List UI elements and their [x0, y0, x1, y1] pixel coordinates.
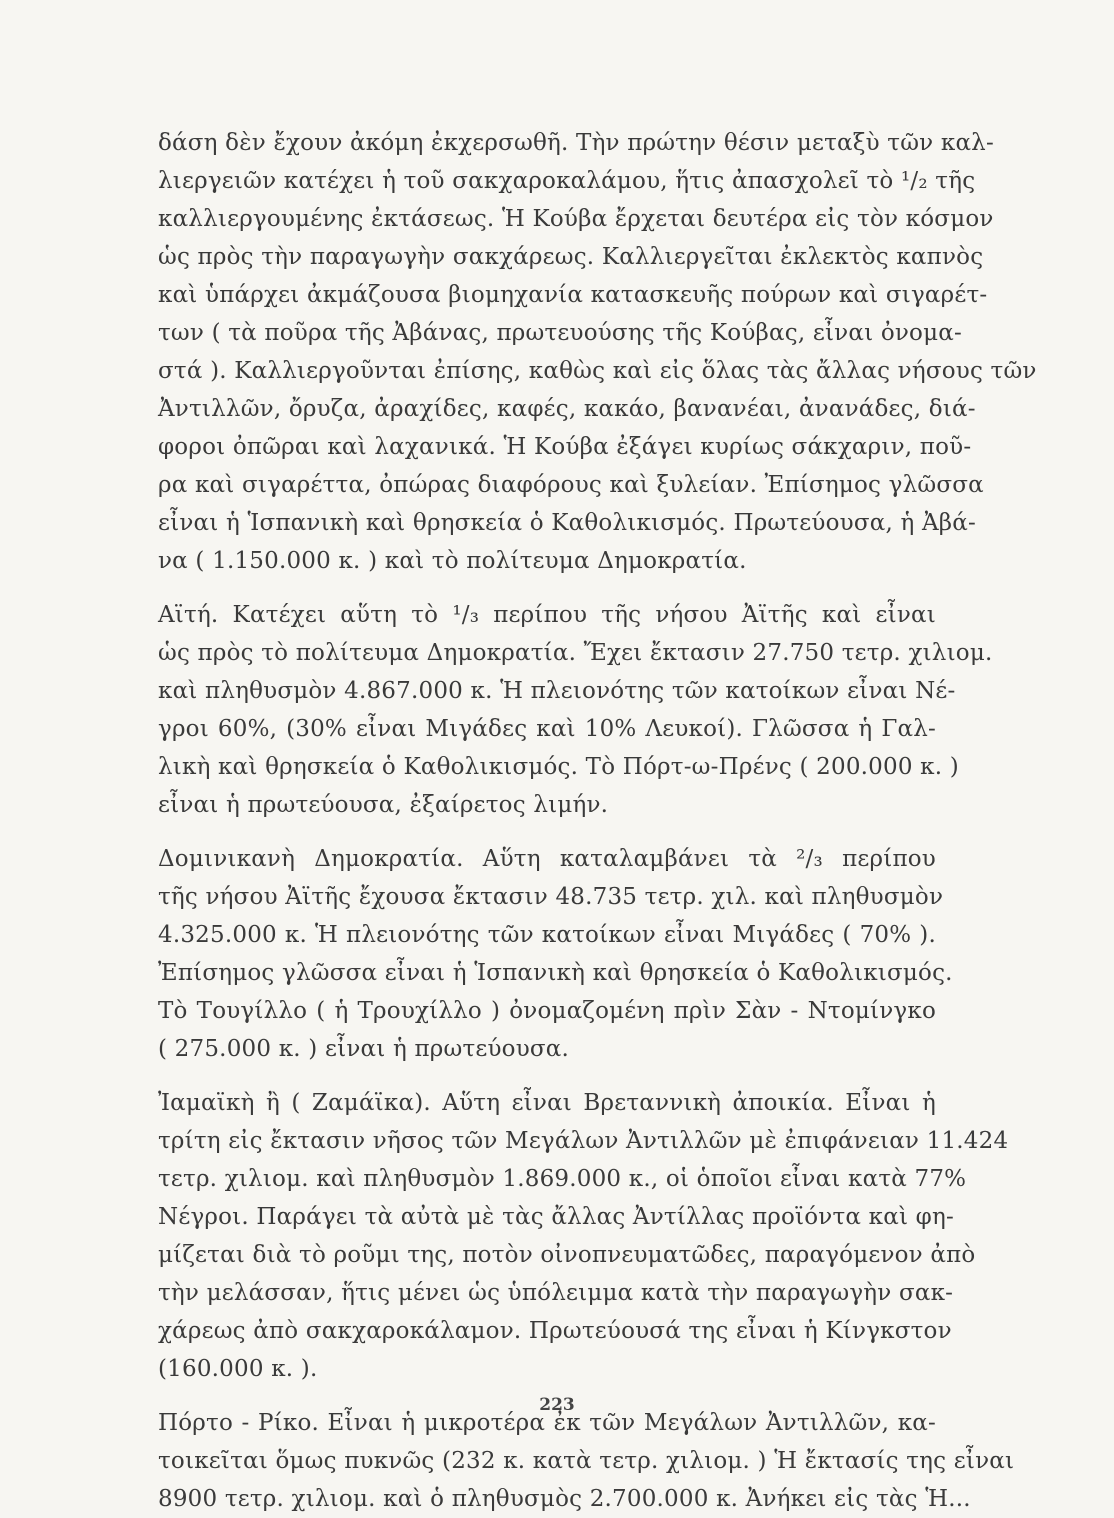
text-line: ὡς πρὸς τὴν παραγωγὴν σακχάρεως. Καλλιεργεῖται ἐκλεκτὸς καπνὸς	[158, 244, 984, 270]
body-text	[158, 124, 1037, 1518]
text-line: να ( 1.150.000 κ. ) καὶ τὸ πολίτευμα Δημοκρατία.	[158, 548, 747, 574]
paragraph-haiti	[158, 596, 993, 824]
text-line: τετρ. χιλιομ. καὶ πληθυσμὸν 1.869.000 κ., οἱ ὁποῖοι εἶναι κατὰ 77%	[158, 1166, 967, 1192]
text-line: δάση δὲν ἔχουν ἀκόμη ἐκχερσωθῆ. Τὴν πρώτην θέσιν μεταξὺ τῶν καλ-	[158, 130, 994, 156]
text-line: των ( τὰ ποῦρα τῆς Ἀβάνας, πρωτευούσης τῆς Κούβας, εἶναι ὀνομα-	[158, 320, 962, 346]
text-line: 4.325.000 κ. Ἡ πλειονότης τῶν κατοίκων εἶναι Μιγάδες ( 70% ).	[158, 922, 936, 948]
text-line: Ἐπίσημος γλῶσσα εἶναι ἡ Ἱσπανικὴ καὶ θρησκεία ὁ Καθολικισμός.	[158, 960, 953, 986]
text-line: Ἀντιλλῶν, ὄρυζα, ἀραχίδες, καφές, κακάο, βανανέαι, ἀνανάδες, διά-	[158, 396, 976, 422]
text-line: καὶ ὑπάρχει ἀκμάζουσα βιομηχανία κατασκευῆς πούρων καὶ σιγαρέτ-	[158, 282, 988, 308]
text-line: Νέγροι. Παράγει τὰ αὐτὰ μὲ τὰς ἄλλας Ἀντίλλας προϊόντα καὶ φη-	[158, 1204, 954, 1230]
paragraph-puerto-rico	[158, 1404, 1015, 1518]
text-line: (160.000 κ. ).	[158, 1356, 318, 1382]
page-number: 223	[539, 1395, 575, 1415]
text-line: ( 275.000 κ. ) εἶναι ἡ πρωτεύουσα.	[158, 1036, 570, 1062]
text-line: Δομινικανὴ Δημοκρατία. Αὕτη καταλαμβάνει τὰ ²/₃ περίπου	[158, 846, 936, 872]
text-line: εἶναι ἡ πρωτεύουσα, ἐξαίρετος λιμήν.	[158, 792, 609, 818]
text-line: ρα καὶ σιγαρέττα, ὀπώρας διαφόρους καὶ ξυλείαν. Ἐπίσημος γλῶσσα	[158, 472, 984, 498]
paragraph-cuba-continued	[158, 124, 1037, 580]
text-line: τοικεῖται ὅμως πυκνῶς (232 κ. κατὰ τετρ. χιλιομ. ) Ἡ ἔκτασίς της εἶναι	[158, 1448, 1015, 1474]
text-line: λικὴ καὶ θρησκεία ὁ Καθολικισμός. Τὸ Πόρτ-ω-Πρένς ( 200.000 κ. )	[158, 754, 959, 780]
text-line: καὶ πληθυσμὸν 4.867.000 κ. Ἡ πλειονότης τῶν κατοίκων εἶναι Νέ-	[158, 678, 956, 704]
text-line: εἶναι ἡ Ἱσπανικὴ καὶ θρησκεία ὁ Καθολικισμός. Πρωτεύουσα, ἡ Ἀβά-	[158, 510, 976, 536]
text-line: στά ). Καλλιεργοῦνται ἐπίσης, καθὼς καὶ εἰς ὅλας τὰς ἄλλας νήσους τῶν	[158, 358, 1037, 384]
text-line: ὡς πρὸς τὸ πολίτευμα Δημοκρατία. Ἔχει ἔκτασιν 27.750 τετρ. χιλιομ.	[158, 640, 993, 666]
text-line: καλλιεργουμένης ἐκτάσεως. Ἡ Κούβα ἔρχεται δευτέρα εἰς τὸν κόσμον	[158, 206, 994, 232]
text-line: γροι 60%, (30% εἶναι Μιγάδες καὶ 10% Λευκοί). Γλῶσσα ἡ Γαλ-	[158, 716, 936, 742]
text-line: Τὸ Τουγίλλο ( ἡ Τρουχίλλο ) ὀνομαζομένη πρὶν Σὰν - Ντομίνγκο	[158, 998, 936, 1024]
text-line: χάρεως ἀπὸ σακχαροκάλαμον. Πρωτεύουσά της εἶναι ἡ Κίνγκστον	[158, 1318, 952, 1344]
paragraph-jamaica	[158, 1084, 1009, 1388]
text-line: φοροι ὀπῶραι καὶ λαχανικά. Ἡ Κούβα ἐξάγει κυρίως σάκχαριν, ποῦ-	[158, 434, 972, 460]
text-line: τρίτη εἰς ἔκτασιν νῆσος τῶν Μεγάλων Ἀντιλλῶν μὲ ἐπιφάνειαν 11.424	[158, 1128, 1009, 1154]
text-line: λιεργειῶν κατέχει ἡ τοῦ σακχαροκαλάμου, ἥτις ἀπασχολεῖ τὸ ¹/₂ τῆς	[158, 168, 976, 194]
text-line: Πόρτο - Ρίκο. Εἶναι ἡ μικροτέρα ἐκ τῶν Μεγάλων Ἀντιλλῶν, κα-	[158, 1410, 936, 1436]
text-line: τὴν μελάσσαν, ἥτις μένει ὡς ὑπόλειμμα κατὰ τὴν παραγωγὴν σακ-	[158, 1280, 954, 1306]
text-line: μίζεται διὰ τὸ ροῦμι της, ποτὸν οἰνοπνευματῶδες, παραγόμενον ἀπὸ	[158, 1242, 976, 1268]
text-line: Αϊτή. Κατέχει αὕτη τὸ ¹/₃ περίπου τῆς νήσου Ἀϊτῆς καὶ εἶναι	[158, 602, 936, 628]
text-line: Ἰαμαϊκὴ ἢ ( Ζαμάϊκα). Αὕτη εἶναι Βρεταννικὴ ἀποικία. Εἶναι ἡ	[158, 1090, 936, 1116]
text-line: 8900 τετρ. χιλιομ. καὶ ὁ πληθυσμὸς 2.700.000 κ. Ἀνήκει εἰς τὰς Ἡ...	[158, 1486, 971, 1512]
paragraph-dominican-republic	[158, 840, 953, 1068]
text-line: τῆς νήσου Ἀϊτῆς ἔχουσα ἔκτασιν 48.735 τετρ. χιλ. καὶ πληθυσμὸν	[158, 884, 944, 910]
